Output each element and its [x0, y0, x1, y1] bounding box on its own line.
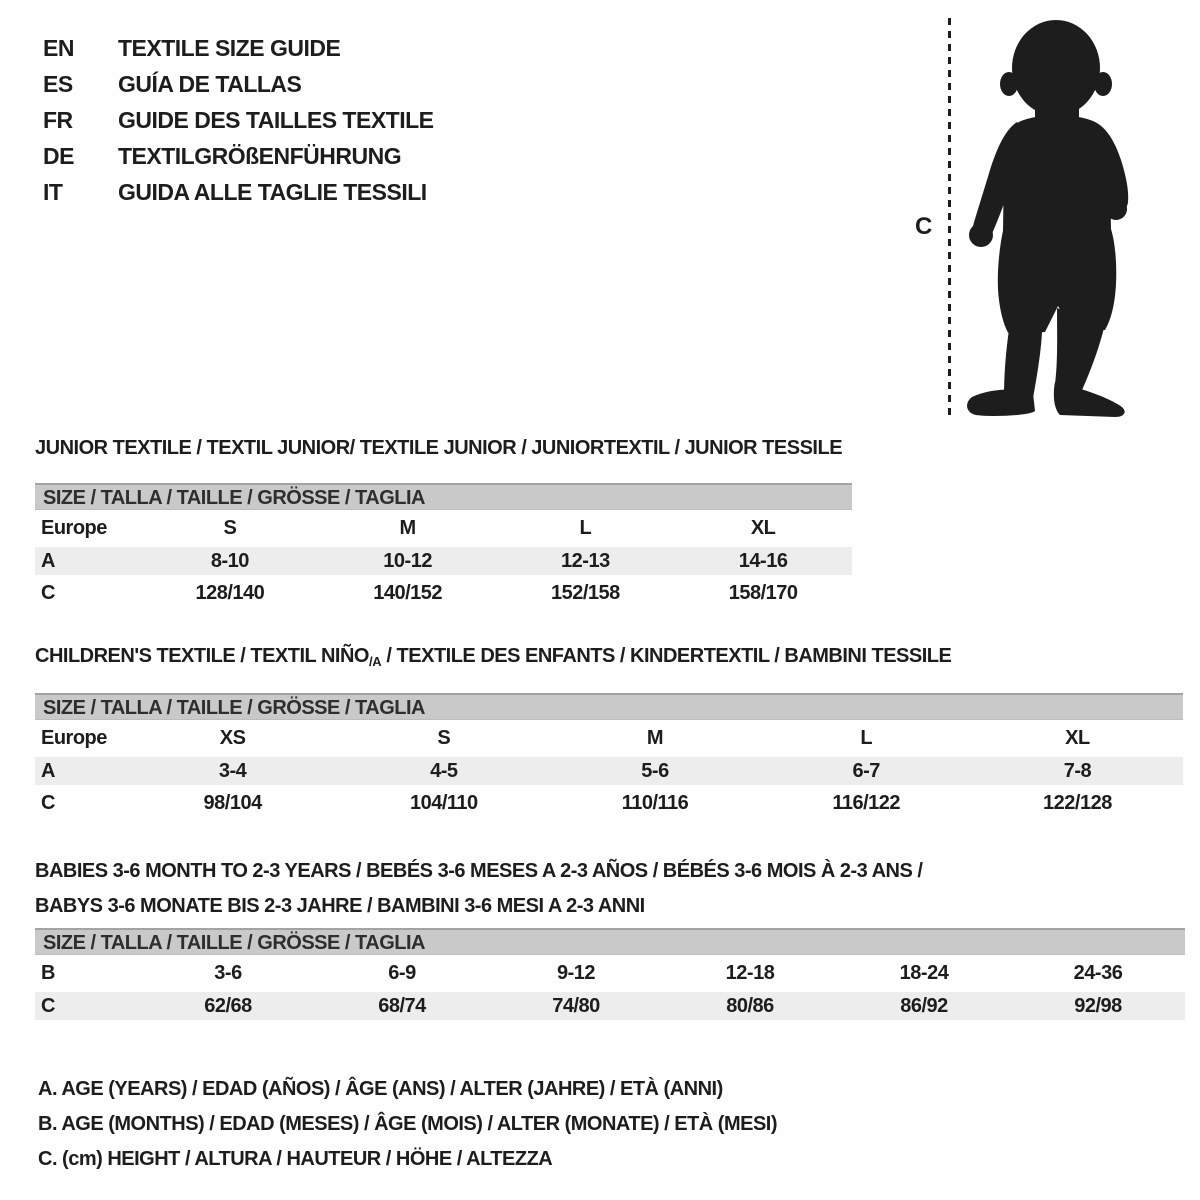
section-heading-children — [35, 644, 1183, 670]
cell-value: 9-12 — [556, 962, 596, 984]
size-band-label: SIZE / TALLA / TAILLE / GRÖSSE / TAGLIA — [35, 693, 1183, 720]
table-row-c — [35, 575, 852, 612]
cell-value: L — [860, 727, 873, 749]
language-title: GUIDE DES TAILLES TEXTILE — [118, 106, 434, 133]
table-row-b — [35, 955, 1185, 992]
section-junior-textile — [35, 436, 852, 612]
language-code: EN — [43, 34, 74, 61]
cell-value: 140/152 — [373, 582, 443, 604]
cell-value: 12-18 — [725, 962, 775, 984]
table-row-c — [35, 992, 1185, 1020]
language-code: DE — [43, 142, 74, 169]
cell-value: 152/158 — [550, 582, 620, 604]
language-title: GUIDA ALLE TAGLIE TESSILI — [118, 178, 427, 205]
heading-line — [35, 889, 1185, 924]
note-line: A. AGE (YEARS) / EDAD (AÑOS) / ÂGE (ANS) / ALTER (JAHRE) / ETÀ (ANNI) — [38, 1078, 723, 1100]
legend-notes — [38, 1072, 777, 1177]
cell-value: 62/68 — [204, 994, 252, 1017]
cell-value: S — [223, 517, 237, 539]
language-title: TEXTILE SIZE GUIDE — [118, 34, 341, 61]
cell-value: 80/86 — [726, 994, 774, 1017]
cell-value: 128/140 — [195, 582, 265, 604]
cell-value: XL — [750, 517, 776, 539]
cell-value: 12-13 — [561, 549, 610, 572]
language-title: TEXTILGRÖßENFÜHRUNG — [118, 142, 402, 169]
cell-value: 7-8 — [1063, 759, 1092, 782]
cell-value: 104/110 — [409, 792, 478, 814]
cell-value: 8-10 — [210, 549, 249, 572]
cell-value: 6-7 — [852, 759, 880, 782]
size-band-label: SIZE / TALLA / TAILLE / GRÖSSE / TAGLIA — [35, 928, 1185, 955]
cell-value: 98/104 — [203, 792, 262, 814]
heading-line — [35, 436, 852, 460]
cell-value: L — [579, 517, 592, 539]
cell-value: 116/122 — [832, 792, 901, 814]
cell-value: 3-4 — [218, 759, 247, 782]
cell-value: 24-36 — [1073, 962, 1123, 984]
cell-value: 86/92 — [900, 994, 948, 1017]
height-measure-dashed-line — [948, 18, 951, 416]
cell-value: 68/74 — [378, 994, 426, 1017]
language-title: GUÍA DE TALLAS — [118, 70, 302, 97]
table-row-europe — [35, 510, 852, 547]
heading-text: / TEXTILE DES ENFANTS / KINDERTEXTIL / BAMBINI TESSILE — [381, 645, 952, 667]
row-label: Europe — [41, 727, 107, 749]
heading-text: /A — [368, 654, 382, 669]
cell-value: 122/128 — [1043, 792, 1112, 814]
row-label: A — [41, 549, 55, 572]
row-label: Europe — [41, 517, 107, 539]
row-label: A — [41, 759, 55, 782]
section-childrens-textile — [35, 644, 1183, 822]
cell-value: 5-6 — [641, 759, 669, 782]
cell-value: 14-16 — [738, 549, 788, 572]
heading-line — [35, 644, 1183, 670]
cell-value: M — [399, 517, 416, 539]
cell-value: 110/116 — [621, 792, 689, 814]
heading-text: CHILDREN'S TEXTILE / TEXTIL NIÑO — [35, 645, 369, 667]
heading-text: BABIES 3-6 MONTH TO 2-3 YEARS / BEBÉS 3-6 MESES A 2-3 AÑOS / BÉBÉS 3-6 MOIS À 2-3 ANS / — [35, 860, 923, 882]
cell-value: S — [437, 727, 451, 749]
cell-value: 10-12 — [383, 549, 432, 572]
table-row-europe — [35, 720, 1183, 757]
height-figure — [0, 0, 1200, 430]
height-dimension-label: C — [915, 213, 932, 240]
table-row-c — [35, 785, 1183, 822]
row-label: C — [41, 792, 55, 814]
size-band-label: SIZE / TALLA / TAILLE / GRÖSSE / TAGLIA — [35, 483, 852, 510]
row-label: B — [41, 962, 55, 984]
cell-value: 3-6 — [214, 962, 242, 984]
cell-value: XS — [219, 727, 246, 749]
cell-value: 92/98 — [1074, 994, 1122, 1017]
heading-line — [35, 854, 1185, 889]
cell-value: XL — [1065, 727, 1090, 749]
note-line: C. (cm) HEIGHT / ALTURA / HAUTEUR / HÖHE / ALTEZZA — [38, 1148, 553, 1170]
section-heading-junior — [35, 436, 852, 460]
language-code: ES — [43, 70, 73, 97]
section-heading-babies — [35, 854, 1185, 924]
language-code: FR — [43, 106, 73, 133]
cell-value: 18-24 — [899, 962, 949, 984]
note-line: B. AGE (MONTHS) / EDAD (MESES) / ÂGE (MOIS) / ALTER (MONATE) / ETÀ (MESI) — [38, 1113, 778, 1135]
cell-value: 4-5 — [430, 759, 458, 782]
table-row-a — [35, 757, 1183, 785]
cell-value: 158/170 — [728, 582, 798, 604]
cell-value: 74/80 — [552, 994, 600, 1017]
row-label: C — [41, 582, 55, 604]
cell-value: 6-9 — [388, 962, 416, 984]
heading-text: BABYS 3-6 MONATE BIS 2-3 JAHRE / BAMBINI 3-6 MESI A 2-3 ANNI — [35, 895, 645, 917]
cell-value: M — [646, 727, 664, 749]
toddler-silhouette-icon — [957, 16, 1137, 420]
row-label: C — [41, 994, 55, 1017]
section-babies-textile — [35, 854, 1185, 1020]
language-code: IT — [43, 178, 63, 205]
table-row-a — [35, 547, 852, 575]
heading-text: JUNIOR TEXTILE / TEXTIL JUNIOR/ TEXTILE JUNIOR / JUNIORTEXTIL / JUNIOR TESSILE — [35, 437, 843, 459]
